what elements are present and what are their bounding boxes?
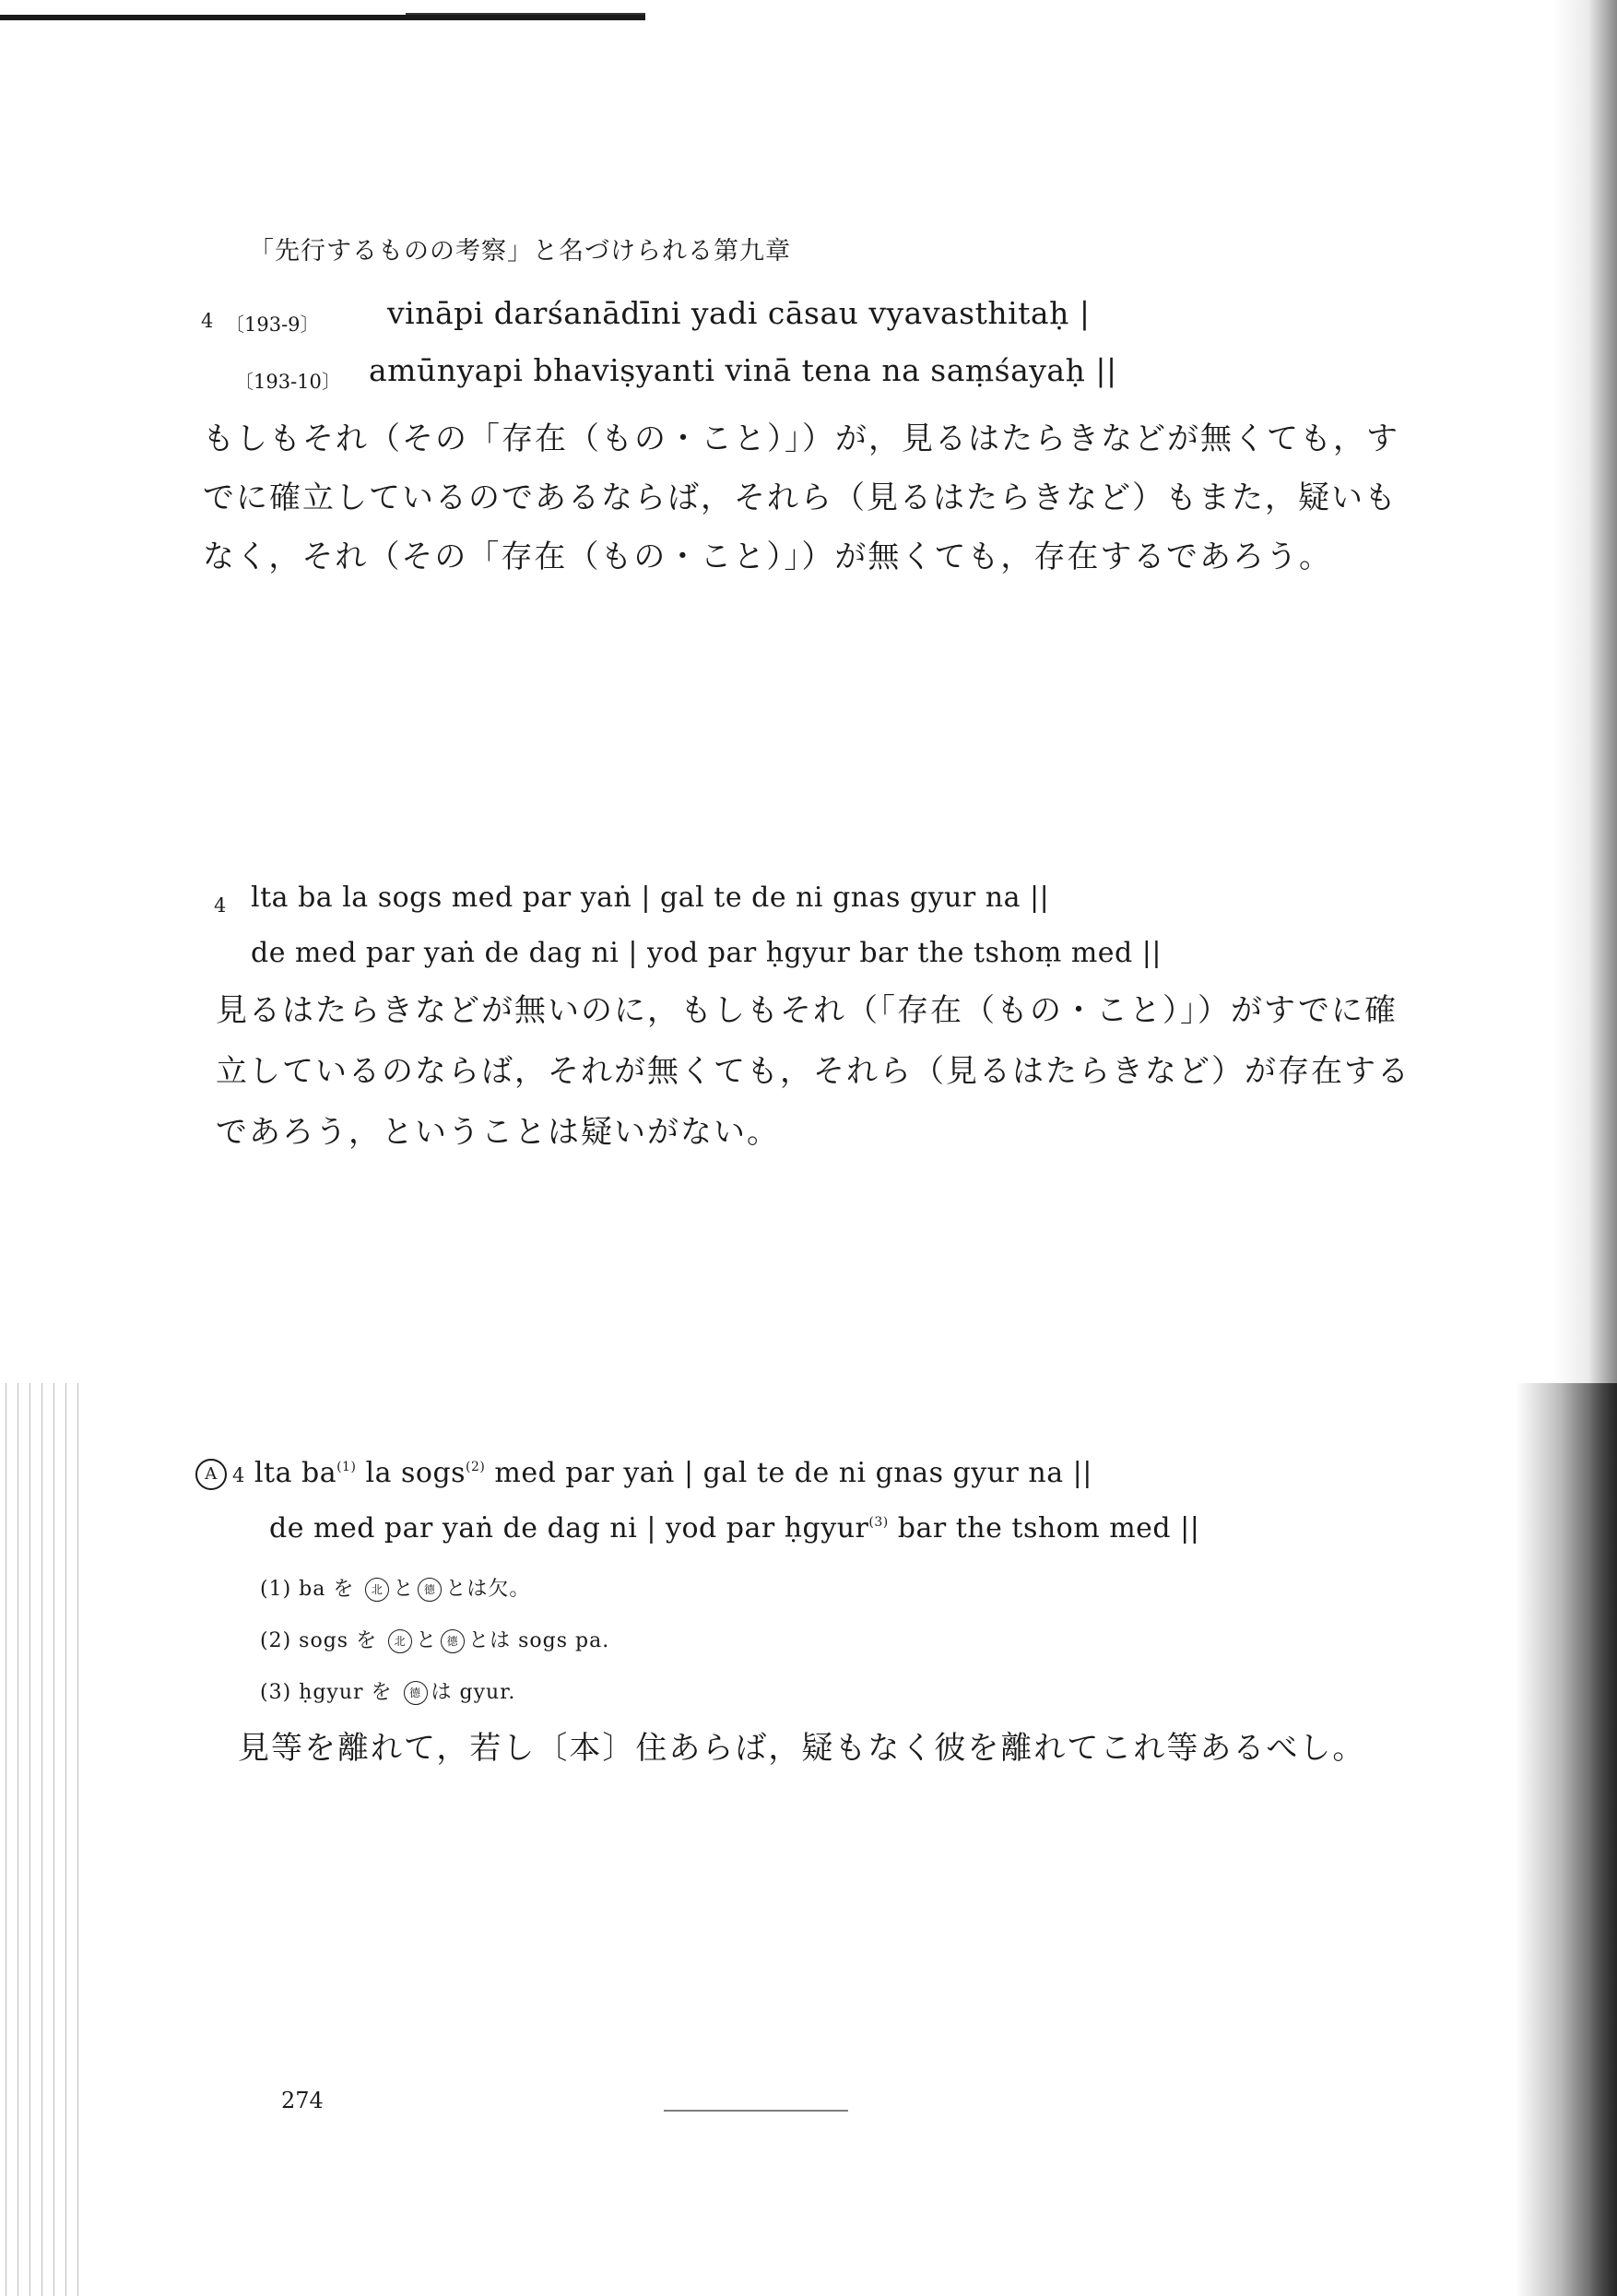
edition-mark-icon: 德	[404, 1681, 428, 1705]
footnote-1-text-a: ba を	[299, 1578, 355, 1601]
edition-mark-icon: 德	[441, 1629, 465, 1653]
version-marker: A	[195, 1459, 227, 1490]
chinese-version-line1	[195, 1457, 1092, 1490]
footnote-2-number: (2)	[260, 1629, 292, 1652]
chinese-version-translation: 見等を離れて，若し〔本〕住あらば，疑もなく彼を離れてこれ等あるべし。	[238, 1730, 1366, 1767]
sanskrit-translation-line2: でに確立しているのであるならば，それら（見るはたらきなど）もまた，疑いも	[203, 479, 1398, 516]
line2-part-b: bar the tshom med ||	[888, 1512, 1200, 1544]
tibetan-verse-number: 4	[214, 894, 227, 917]
top-rule-thin	[406, 13, 645, 15]
footnote-2-mid: と	[416, 1629, 438, 1652]
sanskrit-translation-line1: もしもそれ（その「存在（もの・こと）」）が，見るはたらきなどが無くても，す	[203, 420, 1399, 457]
tibetan-translation-line3: であろう，ということは疑いがない。	[216, 1114, 780, 1151]
footnote-3-text-b: は gyur.	[431, 1681, 516, 1704]
tibetan-translation-line1: 見るはたらきなどが無いのに，もしもそれ（「存在（もの・こと）」）がすでに確	[216, 992, 1399, 1029]
footnote-3	[260, 1676, 515, 1705]
sanskrit-line1-ref: 〔193-9〕	[225, 314, 320, 336]
footnote-1-text-b: とは欠。	[445, 1578, 531, 1601]
footnote-ref-2: (2)	[466, 1460, 486, 1474]
footnote-1	[260, 1573, 530, 1602]
sanskrit-line2: amūnyapi bhaviṣyanti vinā tena na saṃśayaḥ ||	[369, 352, 1117, 388]
sanskrit-line2-ref: 〔193-10〕	[234, 371, 341, 393]
sanskrit-line1: vināpi darśanādīni yadi cāsau vyavasthitaḥ |	[387, 295, 1091, 331]
tibetan-translation-line2: 立しているのならば，それが無くても，それら（見るはたらきなど）が存在する	[216, 1053, 1410, 1090]
page-number: 274	[281, 2088, 324, 2113]
edition-mark-icon: 北	[388, 1629, 412, 1653]
bottom-smudge-line	[664, 2110, 848, 2112]
chinese-version-line2	[269, 1512, 1199, 1544]
footnote-2-text-b: とは sogs pa.	[468, 1629, 610, 1652]
top-rule	[0, 15, 645, 20]
footnote-2-text-a: sogs を	[299, 1629, 378, 1652]
footnote-3-number: (3)	[260, 1681, 292, 1704]
footnote-1-mid: と	[393, 1578, 415, 1601]
footnote-ref-3: (3)	[868, 1515, 889, 1530]
edition-mark-icon: 德	[418, 1578, 442, 1602]
chinese-version-verse-number: 4	[232, 1464, 245, 1486]
line1-part-b: la sogs	[356, 1457, 466, 1489]
footnote-2	[260, 1625, 609, 1653]
line1-part-c: med par yaṅ | gal te de ni gnas gyur na ||	[485, 1457, 1092, 1489]
tibetan-line2: de med par yaṅ de dag ni | yod par ḥgyur bar the tshoṃ med ||	[251, 937, 1163, 969]
binding-shadow-left	[0, 1383, 83, 2296]
page-edge-right-dark	[1516, 1383, 1617, 2296]
chapter-heading: 「先行するものの考察」と名づけられる第九章	[249, 237, 791, 266]
sanskrit-translation-line3: なく，それ（その「存在（もの・こと）」）が無くても，存在するであろう。	[203, 538, 1332, 575]
line1-part-a: lta ba	[254, 1457, 337, 1489]
footnote-1-number: (1)	[260, 1578, 292, 1601]
line2-part-a: de med par yaṅ de dag ni | yod par ḥgyur	[269, 1512, 869, 1544]
footnote-ref-1: (1)	[336, 1460, 357, 1474]
edition-mark-icon: 北	[365, 1578, 389, 1602]
sanskrit-verse-number: 4	[201, 310, 214, 332]
footnote-3-text-a: ḥgyur を	[299, 1681, 393, 1704]
tibetan-line1: lta ba la sogs med par yaṅ | gal te de ni gnas gyur na ||	[251, 882, 1050, 914]
